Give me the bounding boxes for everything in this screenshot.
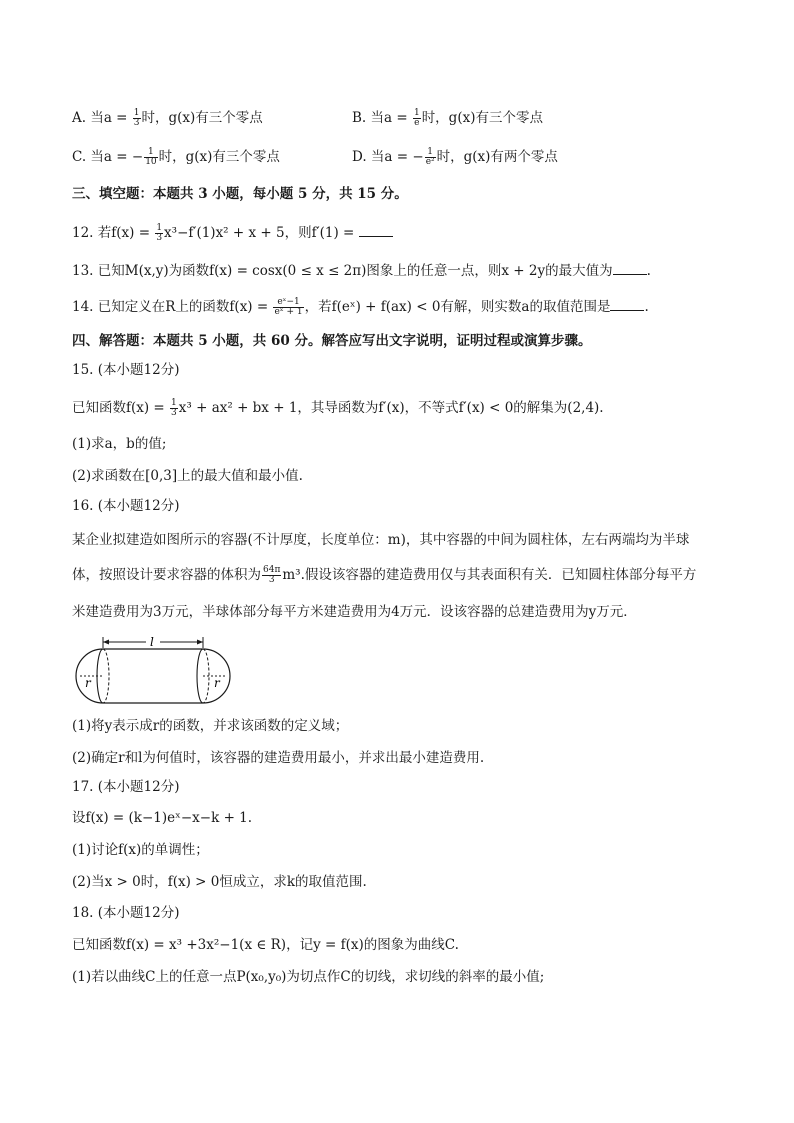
question-16-stem-line-1: 某企业拟建造如图所示的容器(不计厚度，长度单位：m)，其中容器的中间为圆柱体，左右两端均为半球	[72, 532, 690, 548]
fraction: $\frac{1}{10}$	[145, 147, 157, 167]
fraction: $\frac{1}{e}$	[413, 108, 420, 128]
question-16-stem-line-3: 米建造费用为3万元，半球体部分每平方米建造费用为4万元．设该容器的总建造费用为y万元．	[72, 604, 637, 620]
arrow-right	[197, 640, 203, 645]
question-15-title: 15. (本小题12分)	[72, 362, 180, 378]
question-15-stem: 已知函数f(x) = $\frac{1}{3}$ x³ + ax² + bx + 1，其导函数为f′(x)，不等式f′(x) < 0的解集为(2,4).	[72, 398, 604, 418]
option-a: A. 当a = $\frac{1}{3}$ 时，g(x)有三个零点	[72, 108, 263, 128]
question-12: 12. 若f(x) = $\frac{1}{3}$ x³−f′(1)x² + x + 5，则f′(1) =	[72, 222, 393, 243]
answer-blank	[359, 222, 393, 237]
question-17-stem: 设f(x) = (k−1)eˣ−x−k + 1.	[72, 810, 253, 826]
fraction: $\frac{1}{3}$	[156, 223, 163, 243]
arrow-left	[103, 640, 109, 645]
label-r-right: r	[214, 676, 220, 690]
question-17-title: 17. (本小题12分)	[72, 779, 180, 795]
question-18-stem: 已知函数f(x) = x³ +3x²−1(x ∈ R)，记y = f(x)的图象为曲线C.	[72, 937, 459, 953]
question-16-part-2: (2)确定r和l为何值时，该容器的建造费用最小，并求出最小建造费用.	[72, 750, 485, 766]
fraction: $\frac{1}{3}$	[171, 398, 177, 418]
question-13: 13. 已知M(x,y)为函数f(x) = cosx(0 ≤ x ≤ 2π)图象上的任意一点，则x + 2y的最大值为 .	[72, 260, 651, 281]
option-d: D. 当a = − $\frac{1}{\text{e²}}$ 时，g(x)有两个零点	[352, 147, 558, 167]
left-ellipse-dashed	[103, 649, 109, 703]
label-l: l	[150, 635, 154, 649]
right-ellipse-solid	[197, 649, 203, 703]
fraction: $\frac{\text{eˣ−1}}{\text{eˣ + 1}}$	[274, 297, 303, 317]
fraction: $\frac{1}{3}$	[133, 108, 140, 128]
section-heading-solutions: 四、解答题：本题共 5 小题，共 60 分。解答应写出文字说明，证明过程或演算步骤。	[72, 333, 592, 349]
fraction: $\frac{1}{\text{e²}}$	[425, 147, 435, 167]
option-c: C. 当a = − $\frac{1}{10}$ 时，g(x)有三个零点	[72, 147, 280, 167]
question-16-title: 16. (本小题12分)	[72, 498, 180, 514]
question-17-part-1: (1)讨论f(x)的单调性；	[72, 842, 209, 858]
fraction: $\frac{64\pi}{3}$	[263, 565, 281, 585]
question-16-stem-line-2: 体，按照设计要求容器的体积为 $\frac{64\pi}{3}$ m³.假设该容器的建造费用仅与其表面积有关．已知圆柱体部分每平方	[72, 565, 697, 585]
section-heading-fill-blank: 三、填空题：本题共 3 小题，每小题 5 分，共 15 分。	[72, 186, 408, 202]
answer-blank	[610, 296, 644, 311]
question-15-part-2: (2)求函数在[0,3]上的最大值和最小值.	[72, 468, 303, 484]
answer-blank	[613, 260, 647, 275]
question-18-part-1: (1)若以曲线C上的任意一点P(x₀,y₀)为切点作C的切线，求切线的斜率的最小值;	[72, 969, 545, 985]
question-15-part-1: (1)求a，b的值;	[72, 436, 167, 452]
question-14: 14. 已知定义在R上的函数f(x) = $\frac{\text{eˣ−1}}{\text{eˣ + 1}}$ ，若f(eˣ) + f(ax) < 0有解，则实数a的取值范围是 .	[72, 297, 649, 317]
question-16-part-1: (1)将y表示成r的函数，并求该函数的定义域；	[72, 718, 349, 734]
label-r-left: r	[85, 676, 91, 690]
question-18-title: 18. (本小题12分)	[72, 905, 180, 921]
question-17-part-2: (2)当x > 0时，f(x) > 0恒成立，求k的取值范围.	[72, 874, 367, 890]
option-b: B. 当a = $\frac{1}{e}$ 时，g(x)有三个零点	[352, 108, 543, 128]
container-diagram	[70, 634, 238, 708]
